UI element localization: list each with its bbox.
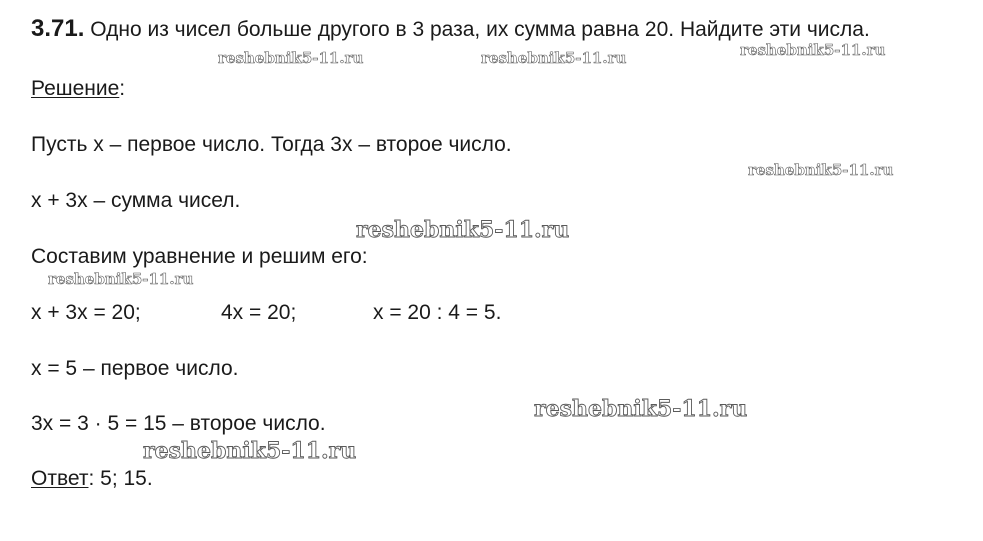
watermark: reshebnik5-11.ru bbox=[740, 41, 886, 59]
answer-value: : 5; 15. bbox=[88, 467, 153, 490]
problem-statement bbox=[31, 17, 870, 41]
solution-heading bbox=[31, 78, 125, 99]
solution-line-2: х + 3х – сумма чисел. bbox=[31, 189, 241, 212]
equation-3: х = 20 : 4 = 5. bbox=[373, 301, 502, 324]
first-number-line: х = 5 – первое число. bbox=[31, 357, 239, 380]
equation-2: 4х = 20; bbox=[221, 301, 297, 324]
watermark: reshebnik5-11.ru bbox=[218, 49, 364, 67]
watermark: reshebnik5-11.ru bbox=[143, 438, 357, 464]
watermark: reshebnik5-11.ru bbox=[534, 396, 748, 422]
watermark: reshebnik5-11.ru bbox=[481, 49, 627, 67]
solution-line-1: Пусть х – первое число. Тогда 3х – второе число. bbox=[31, 133, 512, 156]
watermark: reshebnik5-11.ru bbox=[748, 161, 894, 179]
watermark: reshebnik5-11.ru bbox=[356, 217, 570, 243]
watermark: reshebnik5-11.ru bbox=[48, 270, 194, 288]
answer-line bbox=[31, 468, 153, 489]
solution-heading-colon: : bbox=[119, 77, 126, 100]
second-number-line: 3х = 3 · 5 = 15 – второе число. bbox=[31, 412, 326, 435]
problem-text: Одно из чисел больше другого в 3 раза, их сумма равна 20. Найдите эти числа. bbox=[84, 18, 870, 41]
equation-1: х + 3х = 20; bbox=[31, 301, 141, 324]
solution-line-3: Составим уравнение и решим его: bbox=[31, 245, 368, 268]
solution-heading-label: Решение bbox=[31, 77, 120, 100]
answer-label: Ответ bbox=[31, 467, 89, 490]
problem-number: 3.71. bbox=[31, 15, 85, 42]
